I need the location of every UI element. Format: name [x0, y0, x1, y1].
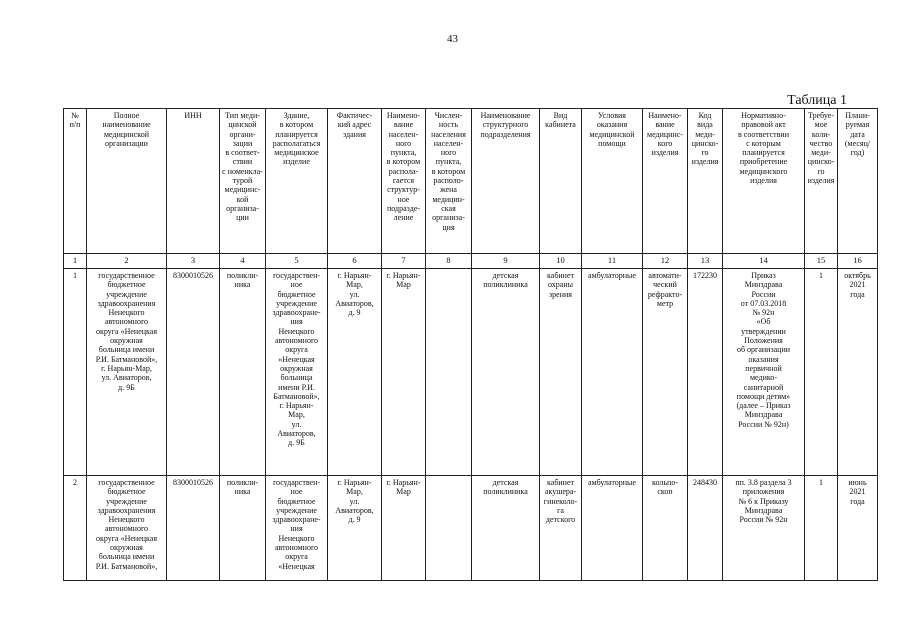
header-cell: Вид кабинета	[540, 109, 582, 254]
header-cell: Наимено- вание населен- ного пункта, в котором распола- гается структур- ное подразде- ление	[382, 109, 426, 254]
table-cell: государствен- ное бюджетное учреждение здравоохране- ния Ненецкого автономного округа «Ненецкая окружная больница имени Р.И. Батмановой», г. Нарьян- Мар, ул. Авиаторов, д. 9Б	[266, 269, 328, 476]
table-cell: государственное бюджетное учреждение здравоохранения Ненецкого автономного округа «Ненецкая окружная больница имени Р.И. Батмановой»,	[87, 476, 167, 581]
table-cell: г. Нарьян- Мар	[382, 476, 426, 581]
header-cell: Наимено- вание медицинс- кого изделия	[643, 109, 688, 254]
data-table	[63, 108, 878, 581]
table-cell: г. Нарьян- Мар, ул. Авиаторов, д. 9	[328, 476, 382, 581]
header-cell: Наименование структурного подразделения	[472, 109, 540, 254]
column-number: 12	[643, 254, 688, 269]
table-cell: детская поликлиника	[472, 476, 540, 581]
table-title: Таблица 1	[787, 93, 847, 108]
table-cell: октябрь 2021 года	[838, 269, 878, 476]
header-cell: Требуе- мое коли- чество меди- цинско- го изделия	[805, 109, 838, 254]
header-cell: Здание, в котором планируется располагаться медицинское изделие	[266, 109, 328, 254]
header-cell: Условия оказания медицинской помощи	[582, 109, 643, 254]
column-number: 11	[582, 254, 643, 269]
table-cell: поликли- ника	[220, 476, 266, 581]
table-cell	[426, 476, 472, 581]
column-number: 5	[266, 254, 328, 269]
table-row	[64, 269, 878, 476]
column-number: 2	[87, 254, 167, 269]
table-cell: поликли- ника	[220, 269, 266, 476]
column-number: 3	[167, 254, 220, 269]
table-cell: 1	[64, 269, 87, 476]
column-number: 16	[838, 254, 878, 269]
table-cell: амбулаторные	[582, 476, 643, 581]
header-cell: Нормативно- правовой акт в соответствии с которым планируется приобретение медицинского изделия	[723, 109, 805, 254]
column-number: 1	[64, 254, 87, 269]
header-cell: Числен- ность населения населен- ного пункта, в котором располо- жена медицин- ская организа- ция	[426, 109, 472, 254]
column-number: 14	[723, 254, 805, 269]
page-number: 43	[447, 33, 458, 45]
table-cell: Приказ Минздрава России от 07.03.2018 № 92н «Об утверждении Положения об организации оказания первичной медико- санитарной помощи детям» (далее – Приказ Минздрава России № 92н)	[723, 269, 805, 476]
column-number-row	[64, 254, 878, 269]
table-cell: 8300010526	[167, 476, 220, 581]
table-cell: кольпо- скоп	[643, 476, 688, 581]
table-cell: автомати- ческий рефракто- метр	[643, 269, 688, 476]
column-number: 6	[328, 254, 382, 269]
table-cell	[426, 269, 472, 476]
table-cell: 8300010526	[167, 269, 220, 476]
column-number: 13	[688, 254, 723, 269]
column-number: 7	[382, 254, 426, 269]
table-cell: 1	[805, 269, 838, 476]
column-number: 4	[220, 254, 266, 269]
table-cell: 2	[64, 476, 87, 581]
column-number: 15	[805, 254, 838, 269]
header-cell: Фактичес- кий адрес здания	[328, 109, 382, 254]
table-cell: июнь 2021 года	[838, 476, 878, 581]
header-cell: Код вида меди- цинско- го изделия	[688, 109, 723, 254]
column-number: 9	[472, 254, 540, 269]
table-cell: 172230	[688, 269, 723, 476]
table-cell: государствен- ное бюджетное учреждение здравоохране- ния Ненецкого автономного округа «Ненецкая	[266, 476, 328, 581]
table-cell: государственное бюджетное учреждение здравоохранения Ненецкого автономного округа «Ненецкая окружная больница имени Р.И. Батмановой», г. Нарьян-Мар, ул. Авиаторов, д. 9Б	[87, 269, 167, 476]
table-row	[64, 476, 878, 581]
header-cell: Тип меди- цинской органи- зации в соответ- ствии с номенкла- турой медицинс- кой организа- ции	[220, 109, 266, 254]
table-cell: 1	[805, 476, 838, 581]
column-number: 8	[426, 254, 472, 269]
table-cell: кабинет акушера- гинеколо- га детского	[540, 476, 582, 581]
table-cell: детская поликлиника	[472, 269, 540, 476]
table-header-row	[64, 109, 878, 254]
table-cell: 248430	[688, 476, 723, 581]
column-number: 10	[540, 254, 582, 269]
header-cell: Плани- руемая дата (месяц/ год)	[838, 109, 878, 254]
header-cell: Полное наименование медицинской организации	[87, 109, 167, 254]
table-cell: пп. 3.8 раздела 3 приложения № 6 к Приказу Минздрава России № 92н	[723, 476, 805, 581]
table-cell: г. Нарьян- Мар, ул. Авиаторов, д. 9	[328, 269, 382, 476]
table-cell: амбулаторные	[582, 269, 643, 476]
table-cell: кабинет охраны зрения	[540, 269, 582, 476]
header-cell: № п/п	[64, 109, 87, 254]
table-cell: г. Нарьян- Мар	[382, 269, 426, 476]
header-cell: ИНН	[167, 109, 220, 254]
